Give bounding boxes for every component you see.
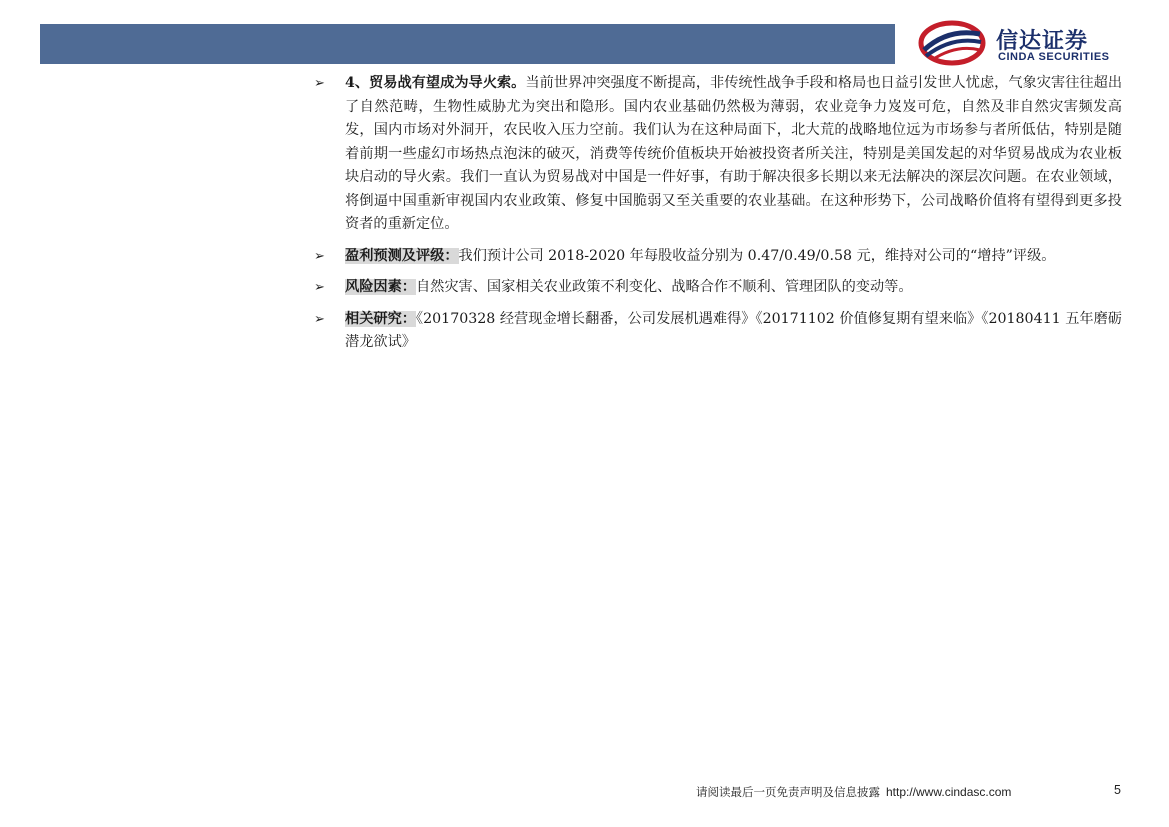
footer-disclaimer-text: 请阅读最后一页免责声明及信息披露	[696, 785, 880, 799]
report-content	[312, 72, 1122, 363]
bullet-arrow-icon: ➢	[314, 280, 325, 295]
bullet-item-related-research	[312, 308, 1122, 355]
bullet-text: 自然灾害、国家相关农业政策不利变化、战略合作不顺利、管理团队的变动等。	[415, 279, 913, 295]
company-logo	[918, 20, 1138, 70]
bullet-arrow-icon: ➢	[314, 311, 325, 327]
bullet-text: 我们预计公司 2018-2020 年每股收益分别为 0.47/0.49/0.58 元，维持对公司的“增持”评级。	[458, 247, 1056, 264]
footer-url-link[interactable]: http://www.cindasc.com	[886, 785, 1012, 799]
bullet-label: 4、贸易战有望成为导火索。	[345, 75, 526, 91]
bullet-item-trade-war	[312, 72, 1122, 237]
bullet-text: 当前世界冲突强度不断提高，非传统性战争手段和格局也日益引发世人忧虑，气象灾害往往超出了自然范畴，生物性威胁尤为突出和隐形。国内农业基础仍然极为薄弱，农业竞争力岌岌可危，自然及非自然灾害频发高发，国内市场对外洞开，农民收入压力空前。我们认为在这种局面下，北大荒的战略地位远为市场参与者所低估，特别是随着前期一些虚幻市场热点泡沫的破灭，消费等传统价值板块开始被投资者所关注，特别是美国发起的对华贸易战成为农业板块启动的导火索。我们一直认为贸易战对中国是一件好事，有助于解决很多长期以来无法解决的深层次问题。在农业领域，将倒逼中国重新审视国内农业政策、修复中国脆弱又至关重要的农业基础。在这种形势下，公司战略价值将有望得到更多投资者的重新定位。	[345, 75, 1123, 232]
bullet-arrow-icon: ➢	[314, 248, 325, 264]
header-bar	[40, 24, 895, 64]
bullet-label: 盈利预测及评级：	[345, 247, 459, 264]
bullet-item-risk-factors	[312, 276, 1122, 300]
bullet-arrow-icon: ➢	[314, 76, 325, 91]
logo-chinese-name: 信达证券	[996, 29, 1089, 54]
page-number: 5	[1114, 783, 1121, 797]
bullet-text: 《20170328 经营现金增长翻番，公司发展机遇难得》《20171102 价值修复期有望来临》《20180411 五年磨砺 潜龙欲试》	[345, 310, 1122, 350]
bullet-label: 风险因素：	[345, 279, 416, 295]
bullet-item-earnings-forecast	[312, 245, 1122, 269]
cinda-logo-icon	[918, 20, 986, 66]
footer-disclaimer	[696, 784, 1011, 800]
logo-english-name: CINDA SECURITIES	[998, 51, 1110, 63]
bullet-label: 相关研究：	[345, 310, 417, 327]
